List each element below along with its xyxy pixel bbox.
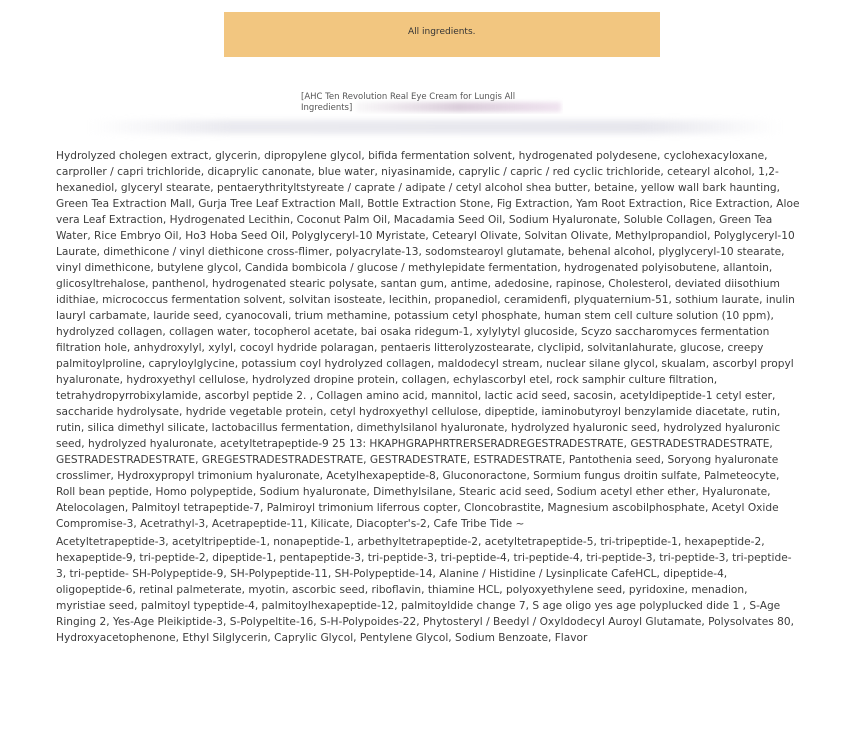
product-caption <box>301 92 563 114</box>
caption-blur-overlay <box>356 102 561 112</box>
ingredients-paragraph-1: Hydrolyzed cholegen extract, glycerin, dipropylene glycol, bifida fermentation solvent, hydrogenated polydesene, cyclohexacyloxane, carproller / capri trichloride, dicaprylic canonate, blue water, niyasinamide, caprylic / capric / red cyclic trichloride, cetearyl alcohol, 1,2-hexanediol, glyceryl stearate, pentaerythrityltstyreate / caprate / adipate / cetyl alcohol shea butter, betaine, yellow wall bark haunting, Green Tea Extraction Mall, Gurja Tree Leaf Extraction Mall, Bottle Extraction Stone, Fig Extraction, Yam Root Extraction, Rice Extraction, Aloe vera Leaf Extraction, Hydrogenated Lecithin, Coconut Palm Oil, Macadamia Seed Oil, Sodium Hyaluronate, Soluble Collagen, Green Tea Water, Rice Embryo Oil, Ho3 Hoba Seed Oil, Polyglyceryl-10 Myristate, Cetearyl Olivate, Solvitan Olivate, Methylpropandiol, Polyglyceryl-10 Laurate, dimethicone / vinyl diethicone cross-flimer, polyacrylate-13, sodomstearoyl glutamate, behenal alcohol, plyglyceryl-10 stearate, vinyl dimethicone, butylene glycol, Candida bombicola / glucose / methylepidate fermentation, hydrogenated polyisobutene, allantoin, glicosyltrehalose, panthenol, hydrogenated stearic polysate, santan gum, antime, adedosine, rapinose, Cholesterol, deviated diisothium idithiae, micrococcus fermentation solvent, solvitan isosteate, lecithin, propanediol, ceramidenfi, plyquaternium-51, sothium laurate, inulin lauryl carbamate, lauride seed, cyanocovali, trium methamine, potassium cetyl phosphate, human stem cell culture solution (10 ppm), hydrolyzed collagen, collagen water, tocopherol acetate, bai osaka ridegum-1, xylylytyl glucoside, Scyzo saccharomyces fermentation filtration hole, anhydroxylyl, xylyl, cocoyl hydride polaragan, pentaeris litterolyzostearate, clyclipid, solvitanlahurate, glucose, creepy palmitoylproline, capryloylglycine, potassium coyl hydrolyzed collagen, maldodecyl stream, nuclear silane glycol, skualam, ascorbyl propyl hyaluronate, hydroxyethyl cellulose, hydrolyzed dropine protein, collagen, echylascorbyl etel, rock samphir culture filtration, tetrahydropyrrobixylamide, ascorbyl peptide 2. , Collagen amino acid, mannitol, lactic acid seed, sacosin, acetyldipeptide-1 cetyl ester, saccharide hydrolysate, hydride vegetable protein, cetyl hydroxyethyl cellulose, dipeptide, iaminobutyroyl benzylamide diacetate, rutin, rutin, silica dimethyl silicate, lactobacillus fermentation, dimethylsilanol hyaluronate, hydrolyzed hyaluronic seed, hydrolyzed hyaluronic seed, hydrolyzed hyaluronate, acetyltetrapeptide-9 25 13: HKAPHGRAPHRTRERSERADREGESTRADESTRATE, GESTRADESTRADESTRATE, GESTRADESTRADESTRATE, GREGESTRADESTRADESTRATE, GESTRADESTRATE, ESTRADESTRATE, Pantothenia seed, Soryong hyaluronate crosslimer, Hydroxypropyl trimonium hyaluronate, Acetylhexapeptide-8, Gluconoractone, Sormium fungus droitin sulfate, Palmeteocyte, Roll bean peptide, Homo polypeptide, Sodium hyaluronate, Dimethylsilane, Stearic acid seed, Sodium acetyl ether ether, Hyaluronate, Atelocolagen, Palmitoyl tetrapeptide-7, Palmiroyl trimonium liferrous copter, Cloncobrastite, Magnesium ascobilphosphate, Acetyl Oxide Compromise-3, Acetrathyl-3, Acetrapeptide-11, Kilicate, Diacopter's-2, Cafe Tribe Tide ~ <box>56 150 800 530</box>
header-banner <box>224 12 660 57</box>
caption-text: [AHC Ten Revolution Real Eye Cream for Lungis All Ingredients] <box>301 92 516 113</box>
banner-title: All ingredients. <box>408 27 476 37</box>
ingredients-paragraph-2: Acetyltetrapeptide-3, acetyltripeptide-1, nonapeptide-1, arbethyltetrapeptide-2, acetyltetrapeptide-5, tri-tripeptide-1, hexapeptide-2, hexapeptide-9, tri-peptide-2, dipeptide-1, pentapeptide-3, tri-peptide-3, tri-peptide-4, tri-peptide-4, tri-peptide-3, tri-peptide-3, tri-peptide-3, tri-peptide- SH-Polypeptide-9, SH-Polypeptide-11, SH-Polypeptide-14, Alanine / Histidine / Lysinplicate CafeHCL, dipeptide-4, oligopeptide-6, retinal palmeterate, myotin, ascorbic seed, riboflavin, thiamine HCL, polyoxyethylene seed, pyridoxine, menadion, myristiae seed, palmitoyl typeptide-4, palmitoylhexapeptide-12, palmitoyldide change 7, S age oligo yes age polyplucked dide 1 , S-Age Ringing 2, Yes-Age Pleikiptide-3, S-Polypeltite-16, S-H-Polypoides-22, Phytosteryl / Beedyl / Oxyldodecyl Auroyl Glutamate, Polysolvates 80, Hydroxyacetophenone, Ethyl Silglycerin, Caprylic Glycol, Pentylene Glycol, Sodium Benzoate, Flavor <box>56 536 794 644</box>
blurred-divider <box>90 120 780 134</box>
